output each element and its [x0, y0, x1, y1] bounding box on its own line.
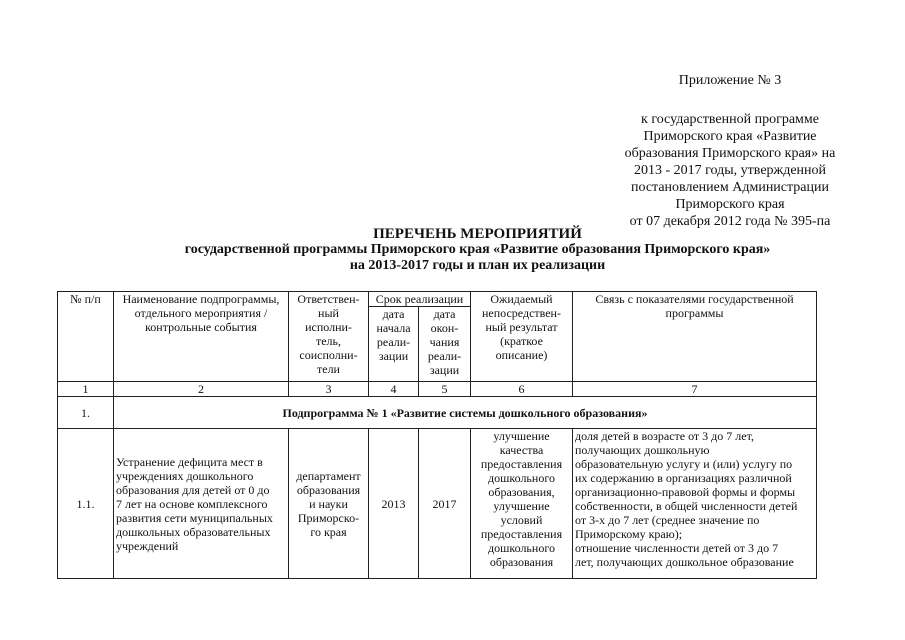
header-result-line: непосредствен- — [482, 306, 561, 320]
row-result-line: улучшение — [493, 499, 550, 513]
row-link — [573, 429, 817, 579]
header-responsible-line: Ответствен- — [297, 292, 360, 306]
col-number: 6 — [471, 382, 573, 397]
appendix-line: 2013 - 2017 годы, утвержденной — [633, 163, 827, 178]
row-result-line: предоставления — [480, 527, 563, 541]
row-result-line: дошкольного — [488, 471, 555, 485]
row-link-line: организационно-правовой формы и формы — [575, 485, 796, 499]
header-result-line: описание) — [495, 348, 548, 362]
header-start-line: дата — [382, 307, 405, 321]
row-link-line: собственности, в общей численности детей — [575, 499, 798, 513]
header-responsible-line: соисполни- — [299, 348, 358, 362]
activities-table — [57, 291, 817, 579]
row-result-line: качества — [499, 443, 544, 457]
row-end: 2017 — [419, 429, 471, 579]
row-name-line: учреждениях дошкольного — [116, 468, 254, 483]
header-end — [419, 307, 471, 382]
row-result-line: образования, — [488, 485, 555, 499]
header-num: № п/п — [58, 292, 114, 382]
col-number: 3 — [289, 382, 369, 397]
title-line: государственной программы Приморского края «Развитие образования Приморского края» — [184, 242, 771, 257]
col-number: 5 — [419, 382, 471, 397]
header-responsible-line: ный — [318, 306, 339, 320]
row-link-line: их содержанию в организациях различной — [575, 471, 792, 485]
header-link-line: программы — [665, 306, 724, 320]
appendix-line: Приморского края — [675, 197, 785, 212]
row-name-line: образования для детей от 0 до — [116, 482, 270, 497]
header-name-line: отдельного мероприятия / — [134, 306, 268, 320]
col-number: 7 — [573, 382, 817, 397]
row-result-line: образования — [489, 555, 554, 569]
header-start-line: зации — [378, 349, 409, 363]
header-result-line: Ожидаемый — [490, 292, 553, 306]
row-result-line: предоставления — [480, 457, 563, 471]
header-responsible-line: исполни- — [305, 320, 352, 334]
header-end-line: зации — [429, 363, 460, 377]
row-link-line: доля детей в возрасте от 3 до 7 лет, — [575, 429, 754, 443]
row-link-line: образовательную услугу и (или) услугу по — [575, 457, 793, 471]
header-responsible-line: тель, — [315, 334, 342, 348]
row-link-line: лет, получающих дошкольное образование — [575, 555, 794, 569]
document-title — [80, 226, 875, 274]
row-name-line: дошкольных образовательных — [116, 524, 271, 539]
header-start — [369, 307, 419, 382]
appendix-block — [600, 72, 860, 230]
header-name-line: Наименование подпрограммы, — [122, 292, 280, 306]
row-link-line: Приморскому краю); — [575, 527, 683, 541]
header-result — [471, 292, 573, 382]
col-number: 1 — [58, 382, 114, 397]
subprogram-row — [58, 397, 817, 429]
row-name-line: 7 лет на основе комплексного — [116, 496, 268, 511]
appendix-line: к государственной программе — [641, 112, 819, 127]
appendix-text — [600, 111, 860, 230]
row-responsible — [289, 429, 369, 579]
header-link — [573, 292, 817, 382]
header-name — [114, 292, 289, 382]
appendix-line: постановлением Администрации — [631, 180, 829, 195]
row-result-line: улучшение — [493, 429, 550, 443]
row-name-line: учреждений — [116, 538, 179, 553]
appendix-line: Приморского края «Развитие — [643, 129, 817, 144]
row-responsible-line: образования — [296, 482, 361, 497]
header-result-line: ный результат — [485, 320, 558, 334]
row-result-line: условий — [500, 513, 543, 527]
row-result-line: дошкольного — [488, 541, 555, 555]
row-name — [114, 429, 289, 579]
column-numbers-row — [58, 382, 817, 397]
row-responsible-line: департамент — [296, 468, 361, 483]
row-link-line: отношение численности детей от 3 до 7 — [575, 541, 779, 555]
col-number: 4 — [369, 382, 419, 397]
header-period: Срок реализации — [369, 292, 471, 307]
row-num: 1.1. — [58, 429, 114, 579]
title-line: на 2013-2017 годы и план их реализации — [349, 258, 606, 273]
row-link-line: от 3-х до 7 лет (среднее значение по — [575, 513, 760, 527]
header-responsible — [289, 292, 369, 382]
header-result-line: (краткое — [500, 334, 543, 348]
header-start-line: начала — [376, 321, 411, 335]
header-start-line: реали- — [376, 335, 411, 349]
appendix-line: от 07 декабря 2012 года № 395-па — [629, 214, 831, 229]
table-row — [58, 429, 817, 579]
header-end-line: реали- — [427, 349, 462, 363]
row-responsible-line: го края — [310, 524, 347, 539]
row-start: 2013 — [369, 429, 419, 579]
header-end-line: дата — [433, 307, 456, 321]
header-responsible-line: тели — [317, 362, 340, 376]
header-end-line: окон- — [430, 321, 459, 335]
subprogram-title: Подпрограмма № 1 «Развитие системы дошкольного образования» — [114, 397, 817, 429]
row-result — [471, 429, 573, 579]
title-line: ПЕРЕЧЕНЬ МЕРОПРИЯТИЙ — [373, 226, 582, 242]
row-responsible-line: Приморско- — [297, 510, 360, 525]
appendix-heading: Приложение № 3 — [678, 73, 782, 88]
row-name-line: развития сети муниципальных — [116, 510, 273, 525]
subprogram-num: 1. — [58, 397, 114, 429]
row-responsible-line: и науки — [309, 496, 348, 511]
appendix-line: образования Приморского края» на — [624, 146, 836, 161]
row-name-line: Устранение дефицита мест в — [116, 454, 263, 469]
col-number: 2 — [114, 382, 289, 397]
row-link-line: получающих дошкольную — [575, 443, 710, 457]
header-end-line: чания — [429, 335, 460, 349]
header-link-line: Связь с показателями государственной — [595, 292, 794, 306]
header-name-line: контрольные события — [145, 320, 257, 334]
